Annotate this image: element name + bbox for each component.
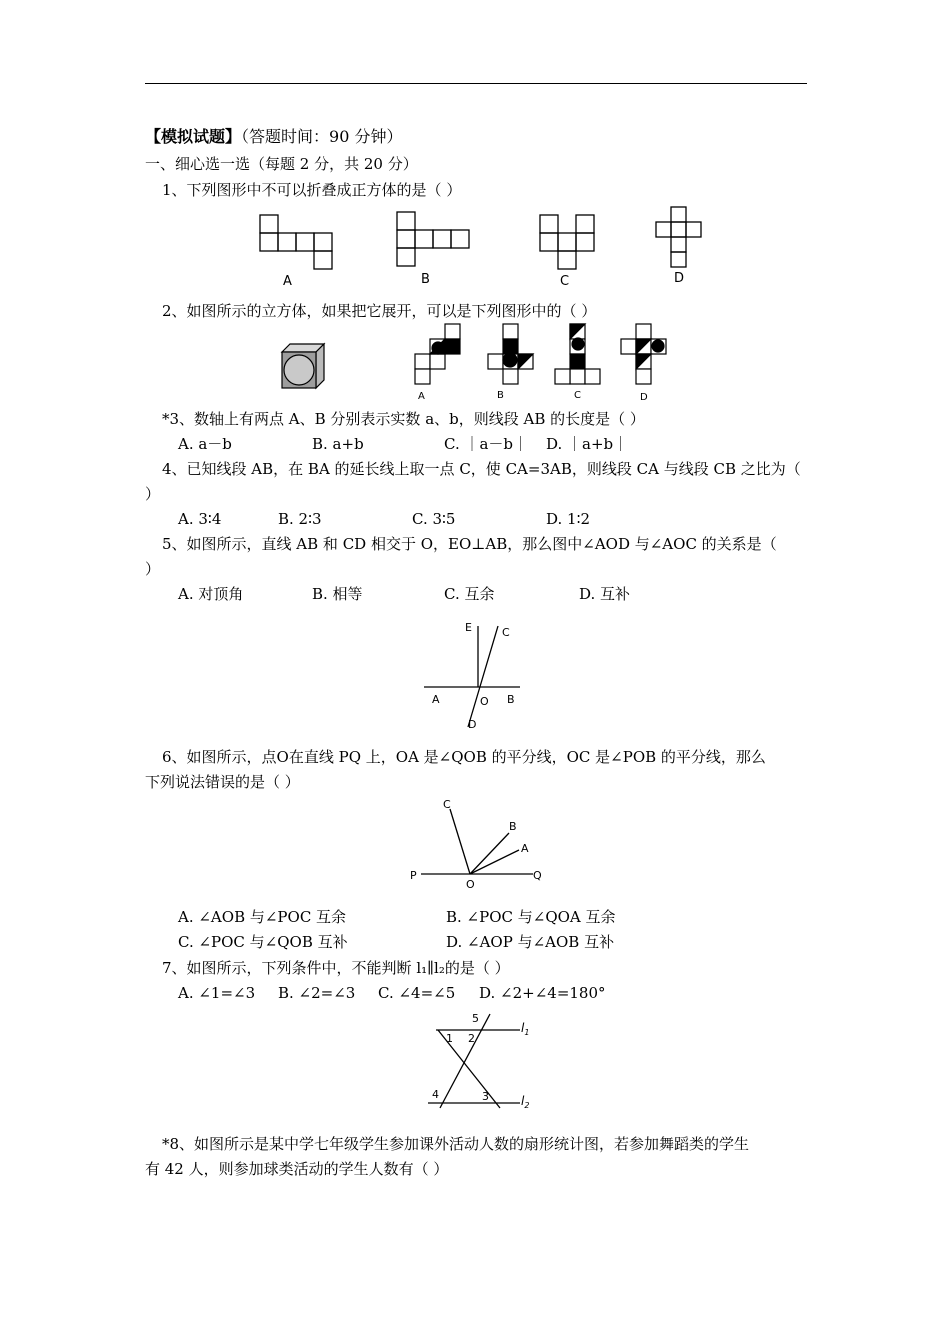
header-rule [145, 83, 807, 84]
q2-cube-figure [278, 322, 708, 404]
q7-label-angle-1: 1 [446, 1032, 453, 1045]
question-6-text-line1: 6、如图所示，点O在直线 PQ 上，OA 是∠QOB 的平分线，OC 是∠POB 的平分线，那么 [162, 748, 766, 766]
q6-label-a: A [521, 842, 529, 855]
q5-option-a[interactable]: A. 对顶角 [178, 585, 244, 603]
q7-label-l1: $l_1$ [521, 1021, 530, 1037]
q1-net-c [540, 215, 594, 269]
q2-net-a [415, 324, 460, 384]
exam-title [145, 126, 402, 148]
q1-label-d: D [674, 271, 685, 286]
q5-label-e: E [465, 621, 472, 634]
question-8-text-line2: 有 42 人，则参加球类活动的学生人数有（ ） [145, 1160, 449, 1178]
q4-option-a[interactable]: A. 3∶4 [178, 510, 222, 528]
q2-label-a: A [418, 391, 425, 402]
q2-net-d [621, 324, 666, 384]
section-heading: 一、细心选一选（每题 2 分，共 20 分） [145, 155, 418, 173]
question-5-text-line1: 5、如图所示，直线 AB 和 CD 相交于 O，EO⊥AB，那么图中∠AOD 与∠AOC 的关系是（ [162, 535, 777, 553]
q2-net-c [555, 324, 600, 384]
q5-label-b: B [507, 693, 515, 706]
question-6-text-line2: 下列说法错误的是（ ） [145, 773, 300, 791]
q5-option-b[interactable]: B. 相等 [312, 585, 363, 603]
q2-label-d: D [640, 392, 648, 403]
q6-label-p: P [410, 869, 417, 882]
q6-option-b[interactable]: B. ∠POC 与∠QOA 互余 [446, 908, 616, 926]
q1-label-a: A [283, 274, 292, 289]
q2-label-c: C [574, 390, 581, 401]
q3-option-d[interactable]: D. ｜a+b｜ [546, 435, 629, 453]
q2-net-b [488, 324, 533, 384]
q2-cube [282, 344, 324, 388]
q1-net-d [656, 207, 701, 267]
q5-label-c: C [502, 626, 510, 639]
question-8-text-line1: *8、如图所示是某中学七年级学生参加课外活动人数的扇形统计图，若参加舞蹈类的学生 [162, 1135, 750, 1153]
q5-option-c[interactable]: C. 互余 [444, 585, 495, 603]
q7-label-angle-5: 5 [472, 1012, 479, 1025]
q4-option-c[interactable]: C. 3∶5 [412, 510, 456, 528]
q1-label-b: B [421, 272, 430, 287]
question-5-text-line2: ） [145, 560, 161, 578]
question-2-text: 2、如图所示的立方体，如果把它展开，可以是下列图形中的（ ） [162, 302, 597, 320]
question-4-text-line2: ） [145, 485, 161, 503]
q4-option-d[interactable]: D. 1∶2 [546, 510, 591, 528]
question-4-text-line1: 4、已知线段 AB，在 BA 的延长线上取一点 C，使 CA=3AB，则线段 CA 与线段 CB 之比为（ [162, 460, 801, 478]
q7-option-c[interactable]: C. ∠4=∠5 [378, 984, 456, 1002]
q6-angle-bisector-figure [405, 795, 555, 895]
q1-label-c: C [560, 274, 570, 289]
q4-option-b[interactable]: B. 2∶3 [278, 510, 322, 528]
q7-parallel-lines-figure [418, 1008, 538, 1118]
q6-option-d[interactable]: D. ∠AOP 与∠AOB 互补 [446, 933, 615, 951]
exam-title-bold: 【模拟试题】 [145, 127, 242, 146]
q5-option-d[interactable]: D. 互补 [579, 585, 631, 603]
q6-option-c[interactable]: C. ∠POC 与∠QOB 互补 [178, 933, 348, 951]
q5-intersecting-lines-figure [420, 614, 525, 734]
q7-label-angle-2: 2 [468, 1032, 475, 1045]
exam-title-time: （答题时间：90 分钟） [241, 127, 403, 146]
question-1-text: 1、下列图形中不可以折叠成正方体的是（ ） [162, 181, 462, 199]
q6-ray-oa [470, 850, 519, 874]
q7-option-a[interactable]: A. ∠1=∠3 [178, 984, 256, 1002]
q3-option-b[interactable]: B. a+b [312, 435, 364, 453]
q3-option-c[interactable]: C. ｜a－b｜ [444, 435, 529, 453]
q6-label-o: O [466, 878, 475, 891]
q3-option-a[interactable]: A. a－b [178, 435, 232, 453]
question-3-text: *3、数轴上有两点 A、B 分别表示实数 a、b，则线段 AB 的长度是（ ） [162, 410, 645, 428]
q1-net-a [260, 215, 332, 269]
question-7-text: 7、如图所示，下列条件中，不能判断 l₁∥l₂的是（ ） [162, 959, 510, 977]
q7-option-d[interactable]: D. ∠2+∠4=180° [479, 984, 606, 1002]
q7-label-l2: $l_2$ [521, 1094, 530, 1110]
q2-label-b: B [497, 390, 504, 401]
q1-net-b [397, 212, 469, 266]
q6-ray-ob [470, 833, 509, 874]
q5-label-o: O [480, 695, 489, 708]
q6-label-c: C [443, 798, 451, 811]
q6-label-b: B [509, 820, 517, 833]
q6-option-a[interactable]: A. ∠AOB 与∠POC 互余 [178, 908, 347, 926]
q7-label-angle-3: 3 [482, 1090, 489, 1103]
q5-label-a: A [432, 693, 440, 706]
q5-line-cd [468, 626, 498, 727]
q6-ray-oc [450, 809, 470, 874]
q6-label-q: Q [533, 869, 542, 882]
q5-label-d: D [468, 718, 477, 731]
q7-label-angle-4: 4 [432, 1088, 439, 1101]
q1-nets-figure [250, 205, 730, 295]
q7-option-b[interactable]: B. ∠2=∠3 [278, 984, 356, 1002]
